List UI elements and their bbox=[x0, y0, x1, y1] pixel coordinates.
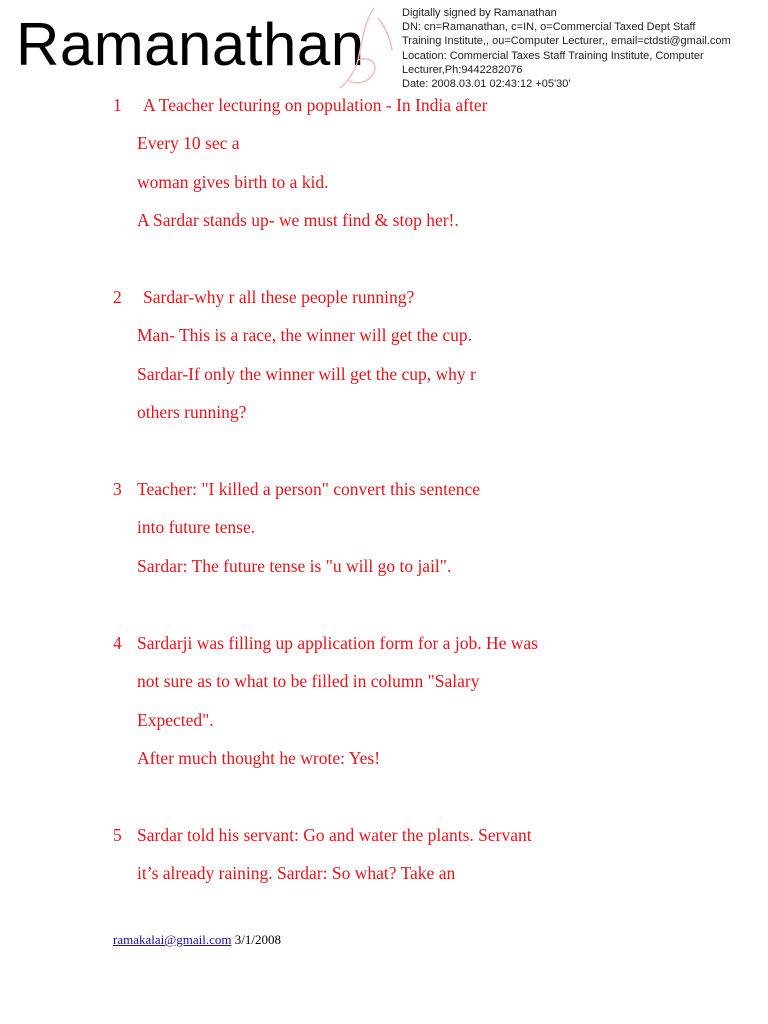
joke-line: Man- This is a race, the winner will get the cup. bbox=[137, 325, 472, 345]
joke-number: 2 bbox=[113, 287, 122, 307]
joke-number: 5 bbox=[113, 825, 122, 845]
page-footer bbox=[113, 932, 281, 948]
joke-number: 4 bbox=[113, 633, 122, 653]
joke-number: 3 bbox=[113, 479, 122, 499]
joke-number: 1 bbox=[113, 95, 122, 115]
joke-line: not sure as to what to be filled in column "Salary bbox=[137, 671, 480, 691]
signature-line: DN: cn=Ramanathan, c=IN, o=Commercial Taxed Dept Staff bbox=[402, 21, 696, 34]
joke-line: A Teacher lecturing on population - In India after bbox=[143, 95, 488, 115]
joke-line: others running? bbox=[137, 402, 247, 422]
joke-line: Sardarji was filling up application form for a job. He was bbox=[137, 633, 538, 653]
joke-line: Sardar told his servant: Go and water the plants. Servant bbox=[137, 825, 532, 845]
joke-line: woman gives birth to a kid. bbox=[137, 172, 329, 192]
signature-line: Date: 2008.03.01 02:43:12 +05'30' bbox=[402, 78, 571, 91]
footer-date: 3/1/2008 bbox=[234, 932, 281, 947]
joke-line: it’s already raining. Sardar: So what? Take an bbox=[137, 863, 456, 883]
signer-name: Ramanathan bbox=[16, 11, 365, 78]
joke-line: into future tense. bbox=[137, 517, 256, 537]
joke-line: After much thought he wrote: Yes! bbox=[137, 748, 381, 768]
joke-line: Sardar: The future tense is "u will go to jail". bbox=[137, 556, 452, 576]
joke-line: A Sardar stands up- we must find & stop her!. bbox=[137, 210, 459, 230]
joke-line: Every 10 sec a bbox=[137, 133, 240, 153]
joke-line: Expected". bbox=[137, 710, 214, 730]
joke-line: Teacher: "I killed a person" convert this sentence bbox=[137, 479, 480, 499]
signature-line: Lecturer,Ph:9442282076 bbox=[402, 63, 523, 76]
signature-mark-icon bbox=[334, 2, 404, 92]
footer-email-link[interactable]: ramakalai@gmail.com bbox=[113, 932, 232, 947]
digital-signature-details bbox=[402, 6, 762, 91]
signature-line: Training Institute,, ou=Computer Lecturer,, email=ctdsti@gmail.com bbox=[402, 35, 731, 48]
joke-line: Sardar-If only the winner will get the cup, why r bbox=[137, 364, 476, 384]
joke-line: Sardar-why r all these people running? bbox=[143, 287, 415, 307]
signature-line: Digitally signed by Ramanathan bbox=[402, 7, 557, 19]
signature-line: Location: Commercial Taxes Staff Training Institute, Computer bbox=[402, 49, 704, 62]
